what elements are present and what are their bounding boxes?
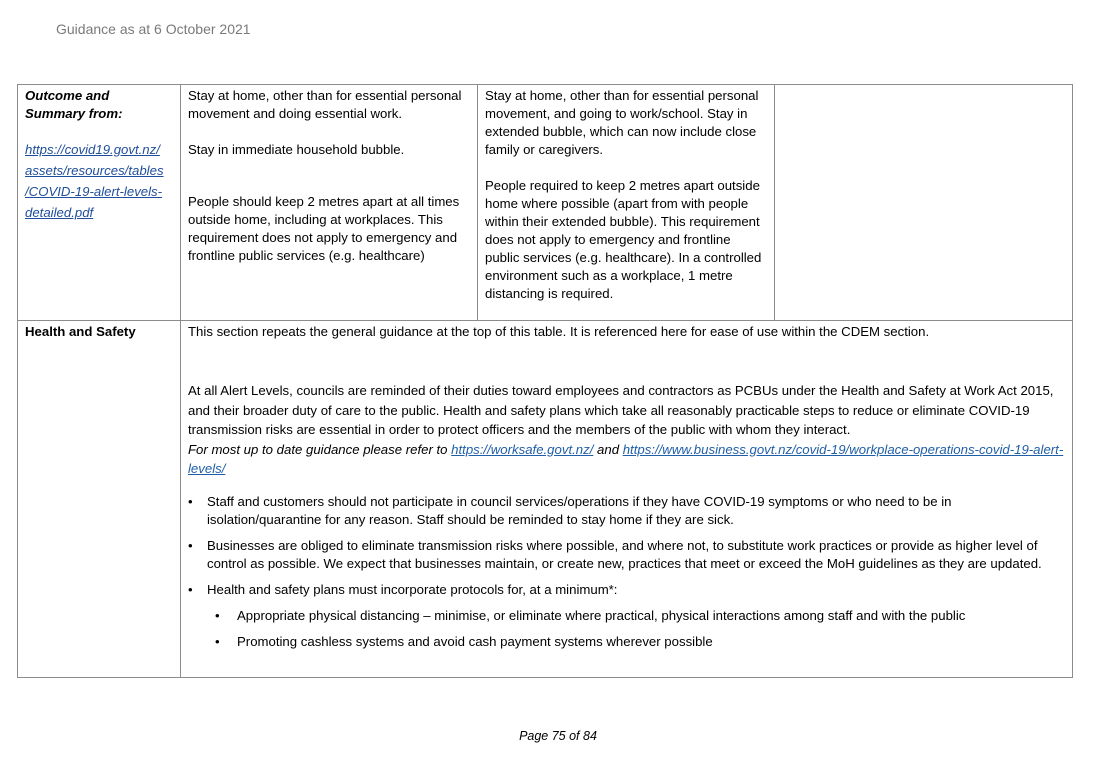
guidance-table: [17, 84, 1073, 678]
page-header: Guidance as at 6 October 2021: [56, 21, 251, 37]
level4-paragraph: People should keep 2 metres apart at all times outside home, including at workplaces. This requirement does not apply to emergency and frontline public services (e.g. healthcare): [188, 194, 460, 263]
list-item: • Promoting cashless systems and avoid cash payment systems wherever possible: [237, 633, 1065, 651]
worksafe-link[interactable]: https://worksafe.govt.nz/: [451, 441, 594, 457]
row-label-cell: [18, 321, 181, 678]
business-govt-link[interactable]: https://www.business.govt.nz/covid-19/workplace-operations-covid-19-alert-levels/: [188, 441, 1064, 476]
row-label: Outcome and Summary from:: [25, 88, 123, 121]
health-safety-cell: [181, 321, 1073, 678]
intro-text: This section repeats the general guidance at the top of this table. It is referenced here for ease of use within the CDEM section.: [188, 324, 930, 339]
row-label: Health and Safety: [25, 324, 136, 339]
guidance-paragraph: For most up to date guidance please refer to https://worksafe.govt.nz/ and https://www.business.govt.nz/covid-19/workplace-operations-covid-19-alert-levels/: [188, 441, 1064, 476]
table-row: [18, 321, 1073, 678]
page-number: Page 75 of 84: [519, 729, 597, 743]
level4-paragraph: Stay in immediate household bubble.: [188, 142, 405, 157]
safety-bullet-list: [188, 493, 1065, 651]
duties-paragraph: At all Alert Levels, councils are reminded of their duties toward employees and contractors as PCBUs under the Health and Safety at Work Act 2015, and their broader duty of care to the public. Health and safety plans which take all reasonably practicable steps to reduce or eliminate COVID-19 transmission risks are essential in order to protect officers and the members of the public with whom they interact.: [188, 383, 1054, 437]
covid-levels-link[interactable]: https://covid19.govt.nz/ assets/resources/tables /COVID-19-alert-levels- detailed.pdf: [25, 142, 164, 220]
level4-paragraph: Stay at home, other than for essential personal movement and doing essential work.: [188, 88, 462, 121]
protocol-sub-list: [207, 607, 1065, 651]
level4-summary-cell: [181, 85, 478, 321]
list-item: • Businesses are obliged to eliminate transmission risks where possible, and where not, to substitute work practices or provide as higher level of control as possible. We expect that businesses maintain, or create new, practices that meet or exceed the MoH guidelines as they are updated.: [207, 537, 1065, 573]
row-label-cell: [18, 85, 181, 321]
list-item: • Appropriate physical distancing – minimise, or eliminate where practical, physical interactions among staff and with the public: [237, 607, 1065, 625]
level3-paragraph: Stay at home, other than for essential personal movement, and going to work/school. Stay in extended bubble, which can now include close family or caregivers.: [485, 88, 759, 157]
table-row: [18, 85, 1073, 321]
list-item: • Staff and customers should not participate in council services/operations if they have COVID-19 symptoms or who need to be in isolation/quarantine for any reason. Staff should be reminded to stay home if they are sick.: [207, 493, 1065, 529]
level3-summary-cell: [478, 85, 775, 321]
list-item: • Health and safety plans must incorporate protocols for, at a minimum*: • Appropriate physical distancing – minimise, or eliminate where practical, physical interactions among staff and with the public • Promoting cashless systems and avoid cash payment systems wherever possible: [207, 581, 1065, 651]
empty-cell: [775, 85, 1073, 321]
level3-paragraph: People required to keep 2 metres apart outside home where possible (apart from with people within their extended bubble). This requirement does not apply to emergency and frontline public services (e.g. healthcare). In a controlled environment such as a workplace, 1 metre distancing is required.: [485, 178, 762, 301]
